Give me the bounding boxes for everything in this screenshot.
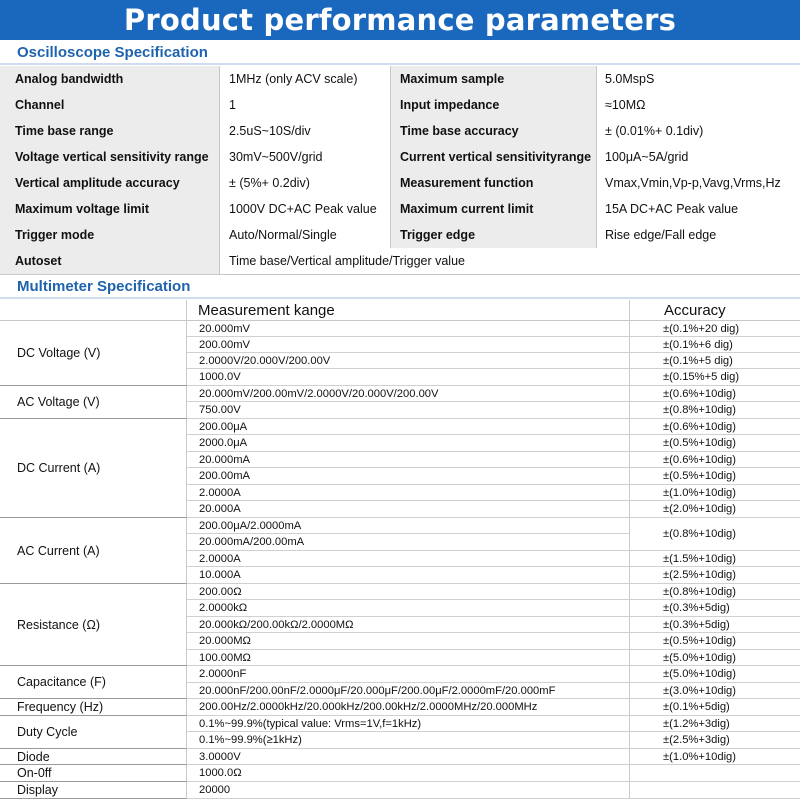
measurement-group-label: Diode — [0, 749, 187, 765]
accuracy-cell: ±(2.0%+10dig) — [629, 501, 800, 518]
accuracy-cell: ±(0.8%+10dig) — [629, 584, 800, 600]
spec-value: 15A DC+AC Peak value — [596, 196, 800, 222]
measurement-range-cell: 20.000mV/200.00mV/2.0000V/20.000V/200.00V — [187, 386, 629, 402]
measurement-range-cell: 1000.0Ω — [187, 765, 629, 782]
measurement-range-cell: 100.00MΩ — [187, 650, 629, 666]
oscilloscope-row — [0, 92, 800, 119]
spec-label: Autoset — [0, 248, 219, 274]
spec-value: Vmax,Vmin,Vp-p,Vavg,Vrms,Hz — [596, 170, 800, 196]
measurement-group-label: On-0ff — [0, 765, 187, 782]
measurement-range-cell: 2000.0μA — [187, 435, 629, 452]
accuracy-cell: ±(2.5%+10dig) — [629, 567, 800, 584]
measurement-range-cell: 200.00Hz/2.0000kHz/20.000kHz/200.00kHz/2.0000MHz/20.000MHz — [187, 699, 629, 716]
measurement-group-label: AC Voltage (V) — [0, 386, 187, 419]
accuracy-cell: ±(5.0%+10dig) — [629, 650, 800, 666]
measurement-range-cell: 200.00Ω — [187, 584, 629, 600]
accuracy-cell: ±(0.1%+20 dig) — [629, 321, 800, 337]
measurement-group-label: Capacitance (F) — [0, 666, 187, 699]
spec-value: 100μA~5A/grid — [596, 144, 800, 170]
accuracy-cell: ±(0.8%+10dig) — [629, 402, 800, 419]
accuracy-cell: ±(0.8%+10dig) — [629, 518, 800, 551]
page-banner: Product performance parameters — [0, 0, 800, 40]
oscilloscope-row — [0, 144, 800, 171]
oscilloscope-row — [0, 196, 800, 223]
accuracy-cell: ±(3.0%+10dig) — [629, 683, 800, 699]
measurement-range-cell: 20000 — [187, 782, 629, 799]
spec-value: 30mV~500V/grid — [219, 144, 390, 170]
spec-label: Vertical amplitude accuracy — [0, 170, 219, 196]
measurement-range-cell: 200.00mV — [187, 337, 629, 353]
measurement-group-label: Frequency (Hz) — [0, 699, 187, 716]
measurement-group-label: AC Current (A) — [0, 518, 187, 584]
measurement-range-cell: 2.0000nF — [187, 666, 629, 683]
measurement-group-label: DC Current (A) — [0, 419, 187, 518]
oscilloscope-row — [0, 66, 800, 93]
measurement-range-cell: 0.1%~99.9%(typical value: Vrms=1V,f=1kHz) — [187, 716, 629, 732]
spec-label: Voltage vertical sensitivity range — [0, 144, 219, 170]
spec-label: Maximum voltage limit — [0, 196, 219, 222]
measurement-range-cell: 10.000A — [187, 567, 629, 584]
spec-value: Rise edge/Fall edge — [596, 222, 800, 248]
accuracy-cell: ±(0.6%+10dig) — [629, 419, 800, 435]
measurement-group-label: Display — [0, 782, 187, 799]
measurement-group-label: Resistance (Ω) — [0, 584, 187, 666]
accuracy-header: Accuracy — [629, 300, 800, 321]
spec-value: ± (5%+ 0.2div) — [219, 170, 390, 196]
accuracy-cell: ±(5.0%+10dig) — [629, 666, 800, 683]
accuracy-cell: ±(0.5%+10dig) — [629, 633, 800, 650]
spec-value: 2.5uS~10S/div — [219, 118, 390, 144]
multimeter-section-title: Multimeter Specification — [17, 278, 191, 295]
measurement-range-cell: 20.000A — [187, 501, 629, 518]
accuracy-cell: ±(1.0%+10dig) — [629, 485, 800, 501]
spec-label: Trigger mode — [0, 222, 219, 248]
measurement-range-cell: 20.000MΩ — [187, 633, 629, 650]
spec-label: Current vertical sensitivityrange — [390, 144, 596, 170]
accuracy-cell: ±(0.1%+5dig) — [629, 699, 800, 716]
measurement-range-cell: 200.00μA/2.0000mA — [187, 518, 629, 534]
accuracy-cell: ±(0.15%+5 dig) — [629, 369, 800, 386]
accuracy-cell: ±(0.5%+10dig) — [629, 468, 800, 485]
accuracy-cell: ±(0.3%+5dig) — [629, 617, 800, 633]
spec-label: Measurement function — [390, 170, 596, 196]
section-divider — [0, 63, 800, 65]
oscilloscope-row — [0, 170, 800, 197]
measurement-range-cell: 2.0000A — [187, 485, 629, 501]
spec-label: Maximum current limit — [390, 196, 596, 222]
accuracy-cell — [629, 765, 800, 782]
oscilloscope-row — [0, 222, 800, 249]
measurement-range-cell: 750.00V — [187, 402, 629, 419]
spec-value: 1 — [219, 92, 390, 118]
spec-value: ≈10MΩ — [596, 92, 800, 118]
measurement-range-cell: 2.0000V/20.000V/200.00V — [187, 353, 629, 369]
oscilloscope-row-autoset — [0, 248, 800, 275]
accuracy-cell: ±(1.2%+3dig) — [629, 716, 800, 732]
measurement-range-header: Measurement kange — [187, 300, 629, 321]
spec-value: Time base/Vertical amplitude/Trigger value — [219, 248, 800, 274]
accuracy-cell: ±(0.1%+5 dig) — [629, 353, 800, 369]
accuracy-cell: ±(1.5%+10dig) — [629, 551, 800, 567]
spec-label: Maximum sample — [390, 66, 596, 92]
oscilloscope-row — [0, 118, 800, 145]
measurement-group-label: Duty Cycle — [0, 716, 187, 749]
measurement-range-cell: 20.000mA/200.00mA — [187, 534, 629, 551]
spec-value: Auto/Normal/Single — [219, 222, 390, 248]
spec-label: Analog bandwidth — [0, 66, 219, 92]
accuracy-cell: ±(0.3%+5dig) — [629, 600, 800, 617]
spec-value: 1MHz (only ACV scale) — [219, 66, 390, 92]
oscilloscope-section-title: Oscilloscope Specification — [17, 44, 208, 61]
accuracy-cell: ±(0.6%+10dig) — [629, 386, 800, 402]
spec-label: Time base range — [0, 118, 219, 144]
section-divider — [0, 297, 800, 299]
accuracy-cell: ±(0.5%+10dig) — [629, 435, 800, 452]
measurement-range-cell: 200.00μA — [187, 419, 629, 435]
accuracy-cell: ±(1.0%+10dig) — [629, 749, 800, 765]
spec-value: 5.0MspS — [596, 66, 800, 92]
measurement-group-label: DC Voltage (V) — [0, 321, 187, 386]
measurement-range-cell: 0.1%~99.9%(≥1kHz) — [187, 732, 629, 749]
measurement-range-cell: 2.0000kΩ — [187, 600, 629, 617]
spec-label: Input impedance — [390, 92, 596, 118]
accuracy-cell — [629, 782, 800, 799]
spec-label: Time base accuracy — [390, 118, 596, 144]
accuracy-cell: ±(0.1%+6 dig) — [629, 337, 800, 353]
accuracy-cell: ±(0.6%+10dig) — [629, 452, 800, 468]
accuracy-cell: ±(2.5%+3dig) — [629, 732, 800, 749]
spec-label: Trigger edge — [390, 222, 596, 248]
measurement-range-cell: 1000.0V — [187, 369, 629, 386]
measurement-range-cell: 20.000mA — [187, 452, 629, 468]
multimeter-header-blank — [0, 300, 187, 321]
measurement-range-cell: 20.000nF/200.00nF/2.0000μF/20.000μF/200.00μF/2.0000mF/20.000mF — [187, 683, 629, 699]
measurement-range-cell: 2.0000A — [187, 551, 629, 567]
measurement-range-cell: 20.000kΩ/200.00kΩ/2.0000MΩ — [187, 617, 629, 633]
measurement-range-cell: 20.000mV — [187, 321, 629, 337]
measurement-range-cell: 3.0000V — [187, 749, 629, 765]
spec-label: Channel — [0, 92, 219, 118]
spec-value: 1000V DC+AC Peak value — [219, 196, 390, 222]
measurement-range-cell: 200.00mA — [187, 468, 629, 485]
spec-value: ± (0.01%+ 0.1div) — [596, 118, 800, 144]
